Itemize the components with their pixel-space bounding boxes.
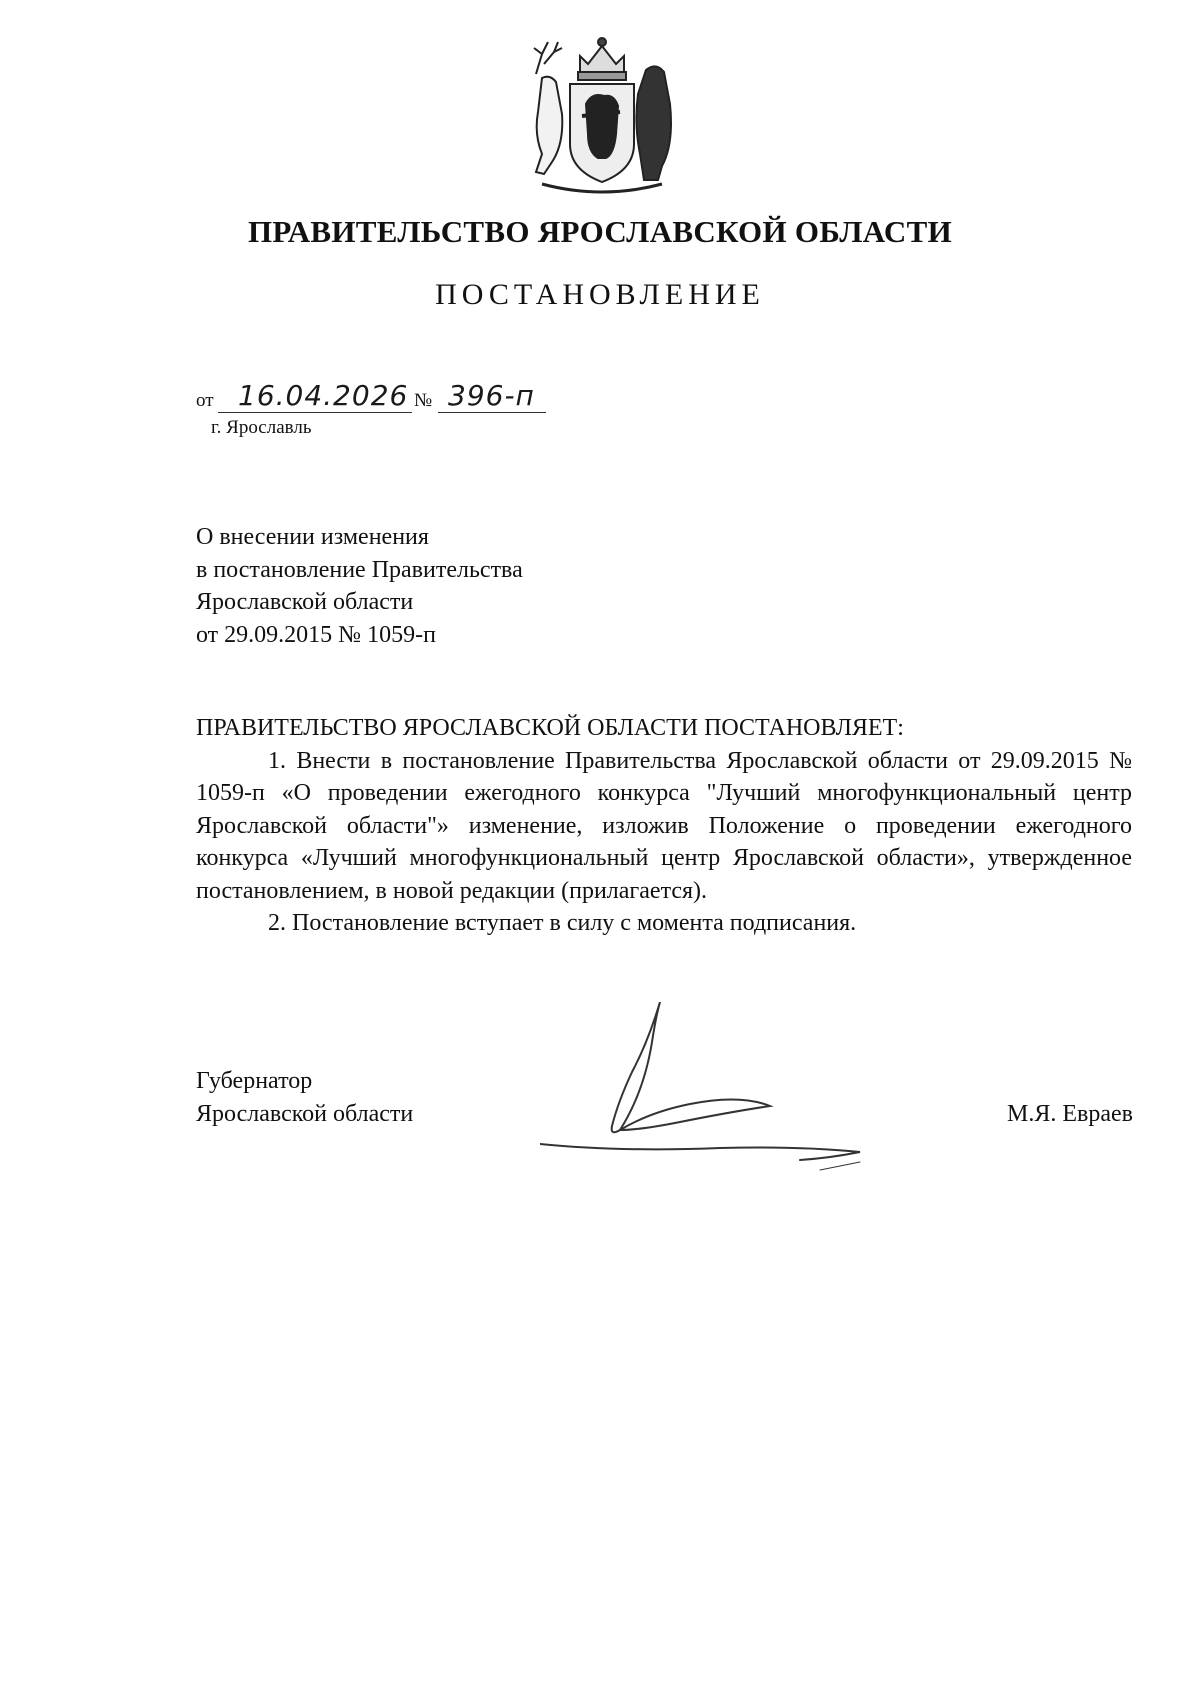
paragraph-2: 2. Постановление вступает в силу с момента подписания. [268,910,857,936]
signature-icon [540,1002,900,1182]
document-body [196,712,1132,940]
subject-line: в постановление Правительства [196,556,523,583]
number-underline [438,412,546,413]
subject-line: Ярославской области [196,589,414,615]
paragraph-1: 1. Внести в постановление Правительства Ярославской области от 29.09.2015 № 1059-п «О проведении ежегодного конкурса "Лучший многофункциональный центр Ярославской области"» изменение, изложив Положение о проведении ежегодного конкурса «Лучший многофункциональный центр Ярославской области», утвержденное постановлением, в новой редакции (прилагается). [196,747,1132,904]
registration-date: 16.04.2026 [238,379,409,412]
coat-of-arms-icon [522,34,682,198]
number-prefix: № [414,390,433,411]
position-line: Ярославской области [196,1100,414,1127]
document-subject [196,521,523,651]
date-underline [218,412,412,413]
registration-line [196,378,796,418]
signatory-name: М.Я. Евраев [1007,1101,1133,1127]
registration-number: 396-п [448,379,535,412]
subject-line: от 29.09.2015 № 1059-п [196,621,436,648]
government-name: ПРАВИТЕЛЬСТВО ЯРОСЛАВСКОЙ ОБЛАСТИ [248,214,952,249]
position-line: Губернатор [196,1068,313,1094]
document-type: ПОСТАНОВЛЕНИЕ [435,278,765,311]
subject-line: О внесении изменения [196,524,429,550]
signatory-position [196,1065,413,1130]
city: г. Ярославль [211,417,312,438]
date-prefix: от [196,390,214,411]
decree-heading: ПРАВИТЕЛЬСТВО ЯРОСЛАВСКОЙ ОБЛАСТИ ПОСТАНОВЛЯЕТ: [196,715,904,741]
